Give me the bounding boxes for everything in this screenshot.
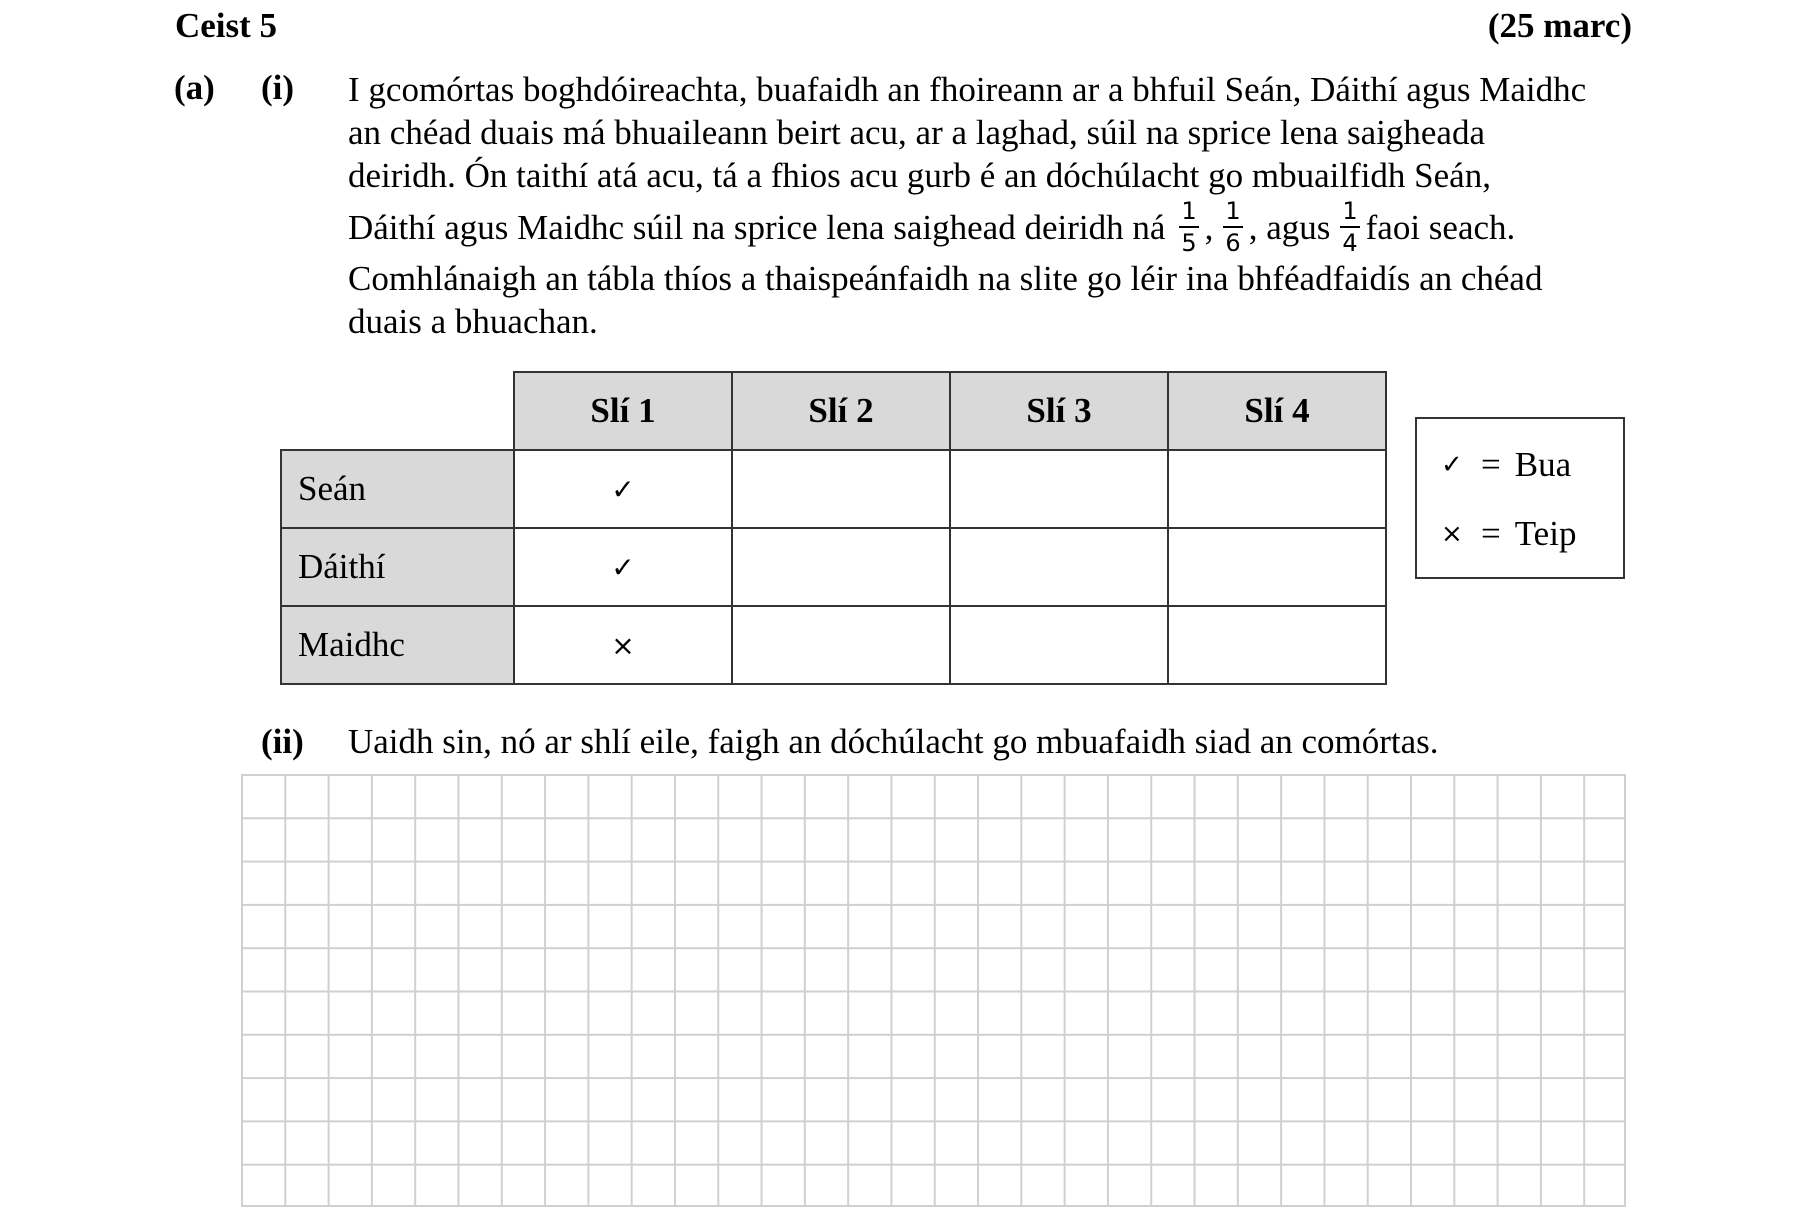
row-label: Seán (281, 450, 514, 528)
table-cell[interactable] (950, 450, 1168, 528)
equals-sign: = (1481, 445, 1501, 484)
answer-grid[interactable] (241, 774, 1626, 1207)
equals-sign: = (1481, 514, 1501, 553)
part-i-text (348, 68, 1648, 343)
table-cell[interactable] (1168, 606, 1386, 684)
fraction-maidhc (1340, 198, 1359, 256)
text-line: I gcomórtas boghdóireachta, buafaidh an fhoireann ar a bhfuil Seán, Dáithí agus Maidhc (348, 70, 1587, 109)
fraction-line-suffix: faoi seach. (1365, 207, 1516, 247)
table-row (281, 450, 1386, 528)
fraction-daithi (1223, 198, 1242, 256)
outcomes-table (280, 371, 1387, 685)
table-cell[interactable] (1168, 528, 1386, 606)
fraction-numerator: 1 (1179, 198, 1198, 228)
fraction-line (348, 197, 1648, 257)
legend-meaning: Bua (1514, 445, 1572, 484)
text-line: deiridh. Ón taithí atá acu, tá a fhios acu gurb é an dóchúlacht go mbuailfidh Seán, (348, 156, 1491, 195)
table-corner (281, 372, 514, 450)
separator: , (1204, 207, 1214, 247)
part-i-label: (i) (261, 68, 295, 107)
table-cell[interactable] (732, 450, 950, 528)
row-label: Maidhc (281, 606, 514, 684)
fraction-denominator: 6 (1225, 229, 1241, 257)
check-icon[interactable]: ✓ (514, 528, 732, 606)
legend-meaning: Teip (1514, 514, 1577, 553)
fraction-denominator: 4 (1342, 229, 1358, 257)
column-header: Slí 4 (1168, 372, 1386, 450)
cross-icon: × (1441, 519, 1463, 549)
text-line: Comhlánaigh an tábla thíos a thaispeánfaidh na slite go léir ina bhféadfaidís an chéad (348, 259, 1543, 298)
table-cell[interactable] (950, 528, 1168, 606)
cross-icon[interactable]: × (514, 606, 732, 684)
check-icon: ✓ (1441, 450, 1463, 480)
legend-item-fail (1441, 514, 1576, 554)
table-row (281, 528, 1386, 606)
table-cell[interactable] (1168, 450, 1386, 528)
fraction-denominator: 5 (1181, 229, 1197, 257)
text-line: duais a bhuachan. (348, 302, 598, 341)
column-header: Slí 2 (732, 372, 950, 450)
row-label: Dáithí (281, 528, 514, 606)
part-a-label: (a) (174, 68, 215, 107)
part-ii-text: Uaidh sin, nó ar shlí eile, faigh an dóchúlacht go mbuafaidh siad an comórtas. (348, 722, 1439, 761)
column-header: Slí 3 (950, 372, 1168, 450)
table-cell[interactable] (732, 528, 950, 606)
legend-box (1415, 417, 1625, 579)
table-cell[interactable] (732, 606, 950, 684)
check-icon[interactable]: ✓ (514, 450, 732, 528)
table-header-row (281, 372, 1386, 450)
table-row (281, 606, 1386, 684)
legend-item-win (1441, 445, 1571, 485)
table-cell[interactable] (950, 606, 1168, 684)
text-line: an chéad duais má bhuaileann beirt acu, ar a laghad, súil na sprice lena saigheada (348, 113, 1486, 152)
fraction-line-prefix: Dáithí agus Maidhc súil na sprice lena saighead deiridh ná (348, 207, 1166, 247)
fraction-numerator: 1 (1223, 198, 1242, 228)
part-ii-label: (ii) (261, 722, 304, 761)
column-header: Slí 1 (514, 372, 732, 450)
fraction-numerator: 1 (1340, 198, 1359, 228)
separator: , agus (1248, 207, 1331, 247)
question-title: Ceist 5 (175, 6, 278, 45)
fraction-sean (1179, 198, 1198, 256)
question-marks: (25 marc) (1487, 6, 1632, 45)
